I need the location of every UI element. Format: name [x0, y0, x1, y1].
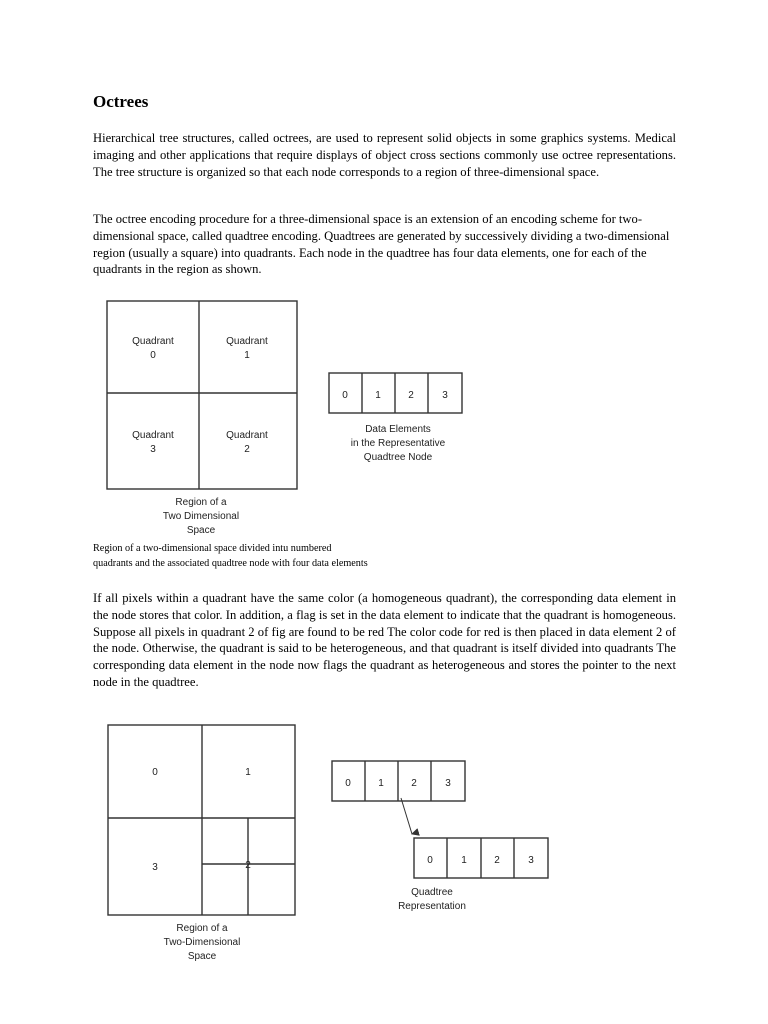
quadrant-2-number: 2 — [244, 444, 250, 455]
child-node-cell-1: 1 — [461, 855, 467, 866]
root-node-cell-2: 2 — [411, 778, 417, 789]
region2-label-line3: Space — [187, 951, 217, 962]
paragraph-homogeneous: If all pixels within a quadrant have the same color (a homogeneous quadrant), the corresponding data element in the node stores that color. In addition, a flag is set in the data element to indicate that the quadrant is homogeneous. Suppose all pixels in quadrant 2 of fig are found to be red The color code for red is then placed in data element 2 of the node. Otherwise, the quadrant is said to be heterogeneous, and that quadrant is itself divided into quadrants The corresponding data element in the node now flags the quadrant as heterogeneous and stores the pointer to the next node in the quadtree. — [93, 591, 676, 689]
region-square — [107, 301, 297, 489]
figure-quadtree-subdivision — [100, 718, 560, 968]
region-label-line2: Two Dimensional — [162, 511, 240, 522]
node2-label-line2: Representation — [398, 901, 466, 912]
node-label-line1: Data Elements — [365, 424, 431, 435]
node-label-line3: Quadtree Node — [363, 452, 433, 463]
node-cell-1: 1 — [375, 390, 381, 401]
quadrant-0-number: 0 — [150, 350, 156, 361]
root-node-cell-3: 3 — [445, 778, 451, 789]
quadrant-3-word: Quadrant — [132, 430, 174, 441]
root-node-cell-0: 0 — [345, 778, 351, 789]
node2-label-line1: Quadtree — [411, 887, 453, 898]
figure-quadrant-region — [100, 298, 480, 538]
child-node-cell-2: 2 — [494, 855, 500, 866]
child-node-cell-0: 0 — [427, 855, 433, 866]
node-cell-2: 2 — [408, 390, 414, 401]
quadrant-2-word: Quadrant — [226, 430, 268, 441]
figure-caption — [93, 542, 513, 571]
node-cell-3: 3 — [442, 390, 448, 401]
node-label-line2: in the Representative — [350, 438, 446, 449]
paragraph-quadtree: The octree encoding procedure for a three-dimensional space is an extension of an encoding scheme for two-dimensional space, called quadtree encoding. Quadtrees are generated by successively dividing a two-dimensional region (usually a square) into quadrants. Each node in the quadtree has four data elements, one for each of the quadrants in the region as shown. — [93, 212, 670, 277]
region2-quadrant-1: 1 — [245, 767, 251, 778]
node-cell-0: 0 — [342, 390, 348, 401]
pointer-arrow — [401, 798, 412, 834]
paragraph-intro: Hierarchical tree structures, called octrees, are used to represent solid objects in some graphics systems. Medical imaging and other applications that require displays of object cross sections commonly use octree representations. The tree structure is organized so that each node corresponds to a region of three-dimensional space. — [93, 131, 676, 179]
region-label-line1: Region of a — [175, 497, 227, 508]
region2-quadrant-3: 3 — [152, 862, 158, 873]
region2-label-line1: Region of a — [176, 923, 228, 934]
caption-line1: Region of a two-dimensional space divided intu numbered — [93, 543, 332, 554]
region2-quadrant-0: 0 — [152, 767, 158, 778]
region-label-line3: Space — [186, 525, 216, 536]
caption-line2: quadrants and the associated quadtree node with four data elements — [93, 557, 368, 569]
quadrant-1-word: Quadrant — [226, 336, 268, 347]
root-node-cell-1: 1 — [378, 778, 384, 789]
quadrant-3-number: 3 — [150, 444, 156, 455]
region2-label-line2: Two-Dimensional — [163, 937, 241, 948]
quadrant-0-word: Quadrant — [132, 336, 174, 347]
page-title: Octrees — [93, 92, 149, 111]
quadrant-1-number: 1 — [244, 350, 250, 361]
child-node-cell-3: 3 — [528, 855, 534, 866]
region2-quadrant-2: 2 — [245, 860, 251, 871]
